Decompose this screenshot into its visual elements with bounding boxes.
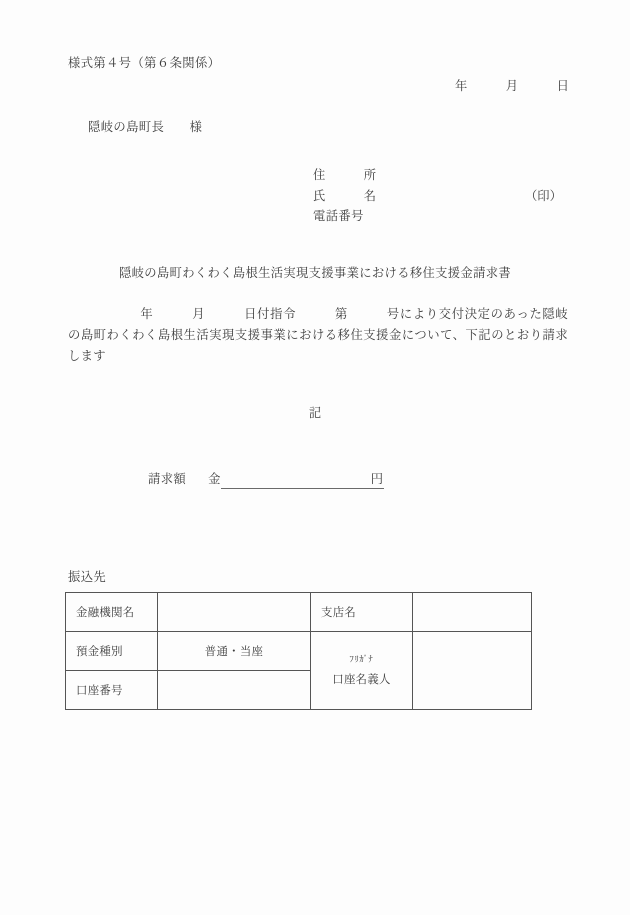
table-row <box>66 593 532 632</box>
document-title: 隠岐の島町わくわく島根生活実現支援事業における移住支援金請求書 <box>118 266 512 280</box>
currency-suffix: 円 <box>370 472 384 486</box>
bank-institution-field[interactable] <box>158 593 311 632</box>
account-holder-label-cell <box>311 632 413 710</box>
deposit-type-label: 預金種別 <box>66 632 158 671</box>
applicant-phone-label: 電話番号 <box>313 209 364 223</box>
date-line: 年 月 日 <box>455 79 570 93</box>
account-holder-name-label: 口座名義人 <box>332 671 391 686</box>
body-text: 年 月 日付指令 第 号により交付決定のあった隠岐の島町わくわく島根生活実現支援事業における移住支援金について、下記のとおり請求します <box>68 307 568 363</box>
claim-amount-label: 請求額 <box>148 472 187 486</box>
seal-mark: （印） <box>525 189 562 203</box>
bank-section-label: 振込先 <box>68 570 107 584</box>
currency-prefix: 金 <box>208 472 221 486</box>
bank-transfer-table <box>65 592 532 710</box>
bank-branch-field[interactable] <box>413 593 532 632</box>
deposit-type-value[interactable]: 普通・当座 <box>158 632 311 671</box>
body-paragraph <box>68 304 568 367</box>
account-holder-kana-label: ﾌﾘｶﾞﾅ <box>349 655 374 665</box>
bank-institution-label: 金融機関名 <box>66 593 158 632</box>
applicant-address-label: 住 所 <box>313 168 377 182</box>
claim-amount-field[interactable] <box>221 469 384 489</box>
account-number-label: 口座番号 <box>66 671 158 710</box>
applicant-name-label: 氏 名 <box>313 189 377 203</box>
account-holder-field[interactable] <box>413 632 532 710</box>
account-number-field[interactable] <box>158 671 311 710</box>
table-row <box>66 632 532 671</box>
ki-marker: 記 <box>308 406 322 420</box>
bank-branch-label: 支店名 <box>311 593 413 632</box>
form-number-label: 様式第４号（第６条関係） <box>68 56 221 70</box>
addressee-line: 隠岐の島町長 様 <box>88 120 203 134</box>
claim-amount-row <box>148 469 384 489</box>
